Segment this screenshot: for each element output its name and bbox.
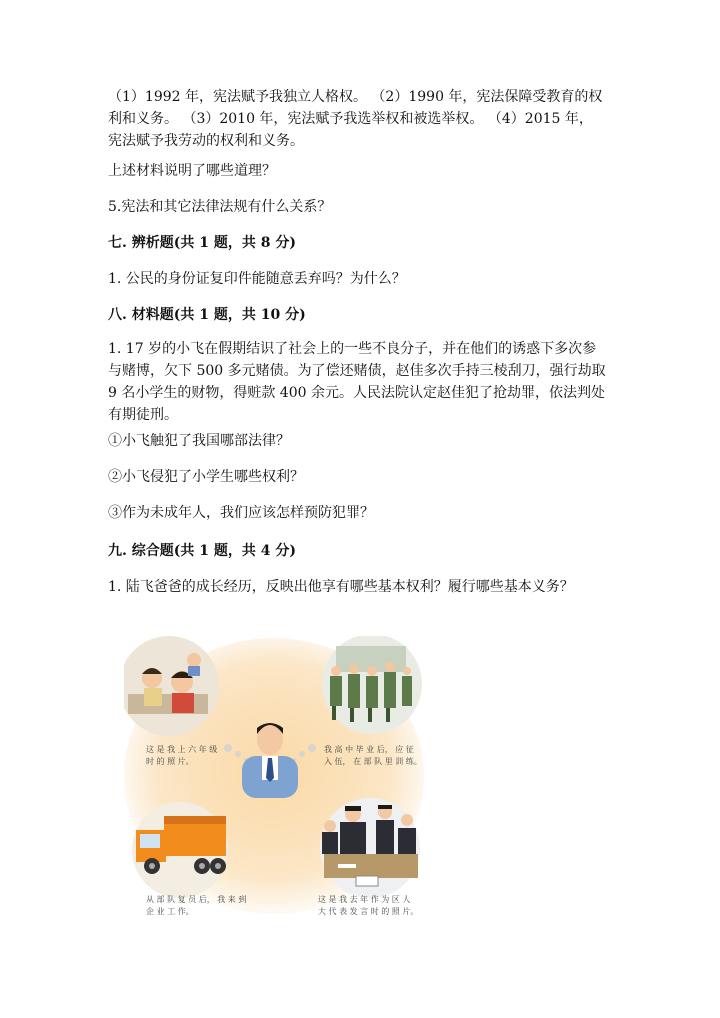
caption-classroom-2: 时 的 照 片。 — [146, 757, 194, 766]
material-line: （1）1992 年，宪法赋予我独立人格权。 （2）1990 年，宪法保障受教育的权 — [108, 89, 603, 105]
caption-truck-2: 企 业 工 作。 — [146, 907, 194, 916]
section-8-question — [108, 338, 608, 426]
caption-truck-1: 从 部 队 复 员 后， 我 来 到 — [146, 895, 247, 904]
section-8-heading: 八. 材料题(共 1 题，共 10 分) — [108, 307, 306, 323]
section-9-question: 1. 陆飞爸爸的成长经历，反映出他享有哪些基本权利？履行哪些基本义务？ — [108, 579, 574, 595]
material-line: 宪法赋予我劳动的权利和义务。 — [108, 133, 304, 149]
section-7-heading: 七. 辨析题(共 1 题，共 8 分) — [108, 235, 296, 251]
truck-scene — [132, 802, 228, 898]
caption-classroom-1: 这 是 我 上 六 年 级 — [146, 745, 218, 754]
question-line: 与赌博，欠下 500 多元赌债。为了偿还赌债，赵佳多次手持三棱刮刀，强行劫取 — [108, 363, 606, 379]
section-7-question: 1. 公民的身份证复印件能随意丢弃吗？为什么？ — [108, 271, 406, 287]
section-9-heading: 九. 综合题(共 1 题，共 4 分) — [108, 543, 296, 559]
question-reason: 上述材料说明了哪些道理？ — [108, 163, 276, 179]
question-line: 9 名小学生的财物，得赃款 400 余元。人民法院认定赵佳犯了抢劫罪，依法判处 — [108, 385, 605, 401]
caption-army-2: 入 伍， 在 部 队 里 训 练。 — [324, 757, 422, 766]
question-line: 1. 17 岁的小飞在假期结识了社会上的一些不良分子，并在他们的诱惑下多次参 — [108, 341, 597, 357]
caption-meeting-2: 大 代 表 发 言 时 的 照 片。 — [318, 907, 419, 916]
growth-illustration — [124, 636, 424, 918]
military-training-scene — [322, 636, 422, 734]
question-line: 有期徒刑。 — [108, 407, 178, 423]
caption-army-1: 我 高 中 毕 业 后， 应 征 — [324, 745, 414, 754]
caption-meeting-1: 这 是 我 去 年 作 为 区 人 — [318, 895, 411, 904]
sub-question-1: ①小飞触犯了我国哪部法律？ — [108, 433, 290, 449]
sub-question-2: ②小飞侵犯了小学生哪些权利？ — [108, 469, 304, 485]
material-line: 利和义务。 （3）2010 年，宪法赋予我选举权和被选举权。 （4）2015 年， — [108, 111, 593, 127]
question-5: 5.宪法和其它法律法规有什么关系？ — [108, 199, 332, 215]
congress-meeting-scene — [320, 798, 420, 898]
sub-question-3: ③作为未成年人，我们应该怎样预防犯罪？ — [108, 505, 374, 521]
material-paragraph — [108, 86, 608, 152]
